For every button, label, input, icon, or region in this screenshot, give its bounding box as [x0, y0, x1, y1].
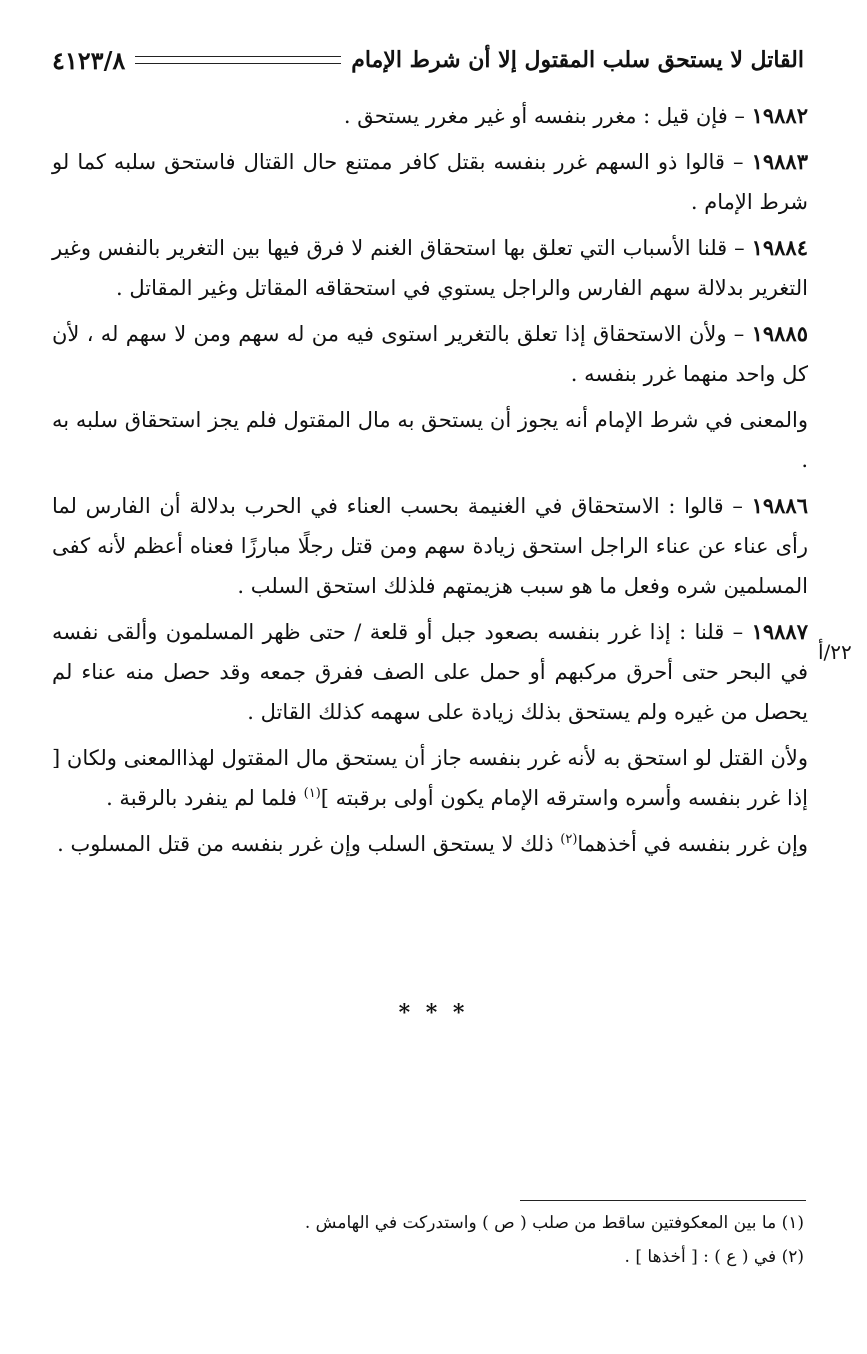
footnote-1: (١) ما بين المعكوفتين ساقط من صلب ( ص ) واستدركت في الهامش .	[304, 1213, 804, 1233]
paragraph-text: – فإن قيل : مغرر بنفسه أو غير مغرر يستحق .	[343, 104, 752, 128]
footnote-divider	[520, 1200, 806, 1201]
paragraph-19885	[52, 314, 808, 394]
paragraph-text-cont: ذلك لا يستحق السلب وإن غرر بنفسه من قتل المسلوب .	[57, 832, 561, 856]
paragraph-19884	[52, 228, 808, 308]
paragraph-number: ١٩٨٨٣	[751, 149, 808, 174]
paragraph-19882	[52, 96, 808, 136]
paragraph-taking	[52, 824, 808, 864]
paragraph-number: ١٩٨٨٦	[751, 493, 808, 518]
paragraph-text: – قالوا ذو السهم غرر بنفسه بقتل كافر ممتنع حال القتال فاستحق سلبه كما لو شرط الإمام .	[52, 150, 808, 214]
header-double-rule	[135, 56, 341, 64]
paragraph-killing	[52, 738, 808, 818]
page-number: ٤١٢٣/٨	[52, 45, 126, 75]
paragraph-number: ١٩٨٨٢	[751, 103, 808, 128]
paragraph-imam-condition	[52, 400, 808, 480]
paragraph-text: والمعنى في شرط الإمام أنه يجوز أن يستحق به مال المقتول فلم يجز استحقاق سلبه به .	[52, 408, 808, 472]
paragraph-number: ١٩٨٨٥	[751, 321, 808, 346]
paragraph-19887	[52, 612, 808, 732]
footnotes	[200, 1206, 804, 1274]
paragraph-text-cont: فلما لم ينفرد بالرقبة .	[106, 786, 304, 810]
header-title: القاتل لا يستحق سلب المقتول إلا أن شرط الإمام	[351, 47, 804, 73]
main-text	[52, 96, 808, 870]
paragraph-text: – قلنا : إذا غرر بنفسه بصعود جبل أو قلعة / حتى ظهر المسلمون وألقى نفسه في البحر حتى أحرق مركبهم أو حمل على الصف ففرق جمعه وقد حصل منه عناء لم يحصل من غيره ولم يستحق بذلك زيادة على سهمه كذلك القاتل .	[52, 620, 808, 724]
paragraph-text: وإن غرر بنفسه في أخذهما	[577, 832, 808, 856]
paragraph-text: – ولأن الاستحقاق إذا تعلق بالتغرير استوى فيه من له سهم ومن لا سهم له ، لأن كل واحد منهما غرر بنفسه .	[52, 322, 808, 386]
footnote-ref-2: (٢)	[560, 832, 578, 847]
paragraph-19883	[52, 142, 808, 222]
paragraph-text: – قلنا الأسباب التي تعلق بها استحقاق الغنم لا فرق فيها بين التغرير بالنفس وغير التغرير بدلالة سهم الفارس والراجل يستوي في استحقاقه المقاتل وغير المقاتل .	[52, 236, 808, 300]
running-header	[52, 40, 804, 80]
paragraph-number: ١٩٨٨٤	[751, 235, 808, 260]
paragraph-19886	[52, 486, 808, 606]
margin-folio-note: ٢٢/أ	[818, 640, 852, 664]
paragraph-text: – قالوا : الاستحقاق في الغنيمة بحسب العناء في الحرب بدلالة أن الفارس لما رأى عناء عن عناء الراجل استحق زيادة سهم ومن قتل رجلًا مبارزًا فعناه أعظم لأنه كفى المسلمين شره وفعل ما هو سبب هزيمتهم فلذلك استحق السلب .	[52, 494, 808, 598]
footnote-ref-1: (١)	[303, 786, 321, 801]
paragraph-number: ١٩٨٨٧	[751, 619, 808, 644]
paragraph-text: ولأن القتل لو استحق به لأنه غرر بنفسه جاز أن يستحق مال المقتول لهذاالمعنى ولكان [ إذا غرر بنفسه وأسره واسترقه الإمام يكون أولى برقبته ]	[52, 746, 808, 810]
section-separator: * * *	[398, 1000, 469, 1026]
footnote-2: (٢) في ( ع ) : [ أخذها ] .	[624, 1247, 804, 1267]
